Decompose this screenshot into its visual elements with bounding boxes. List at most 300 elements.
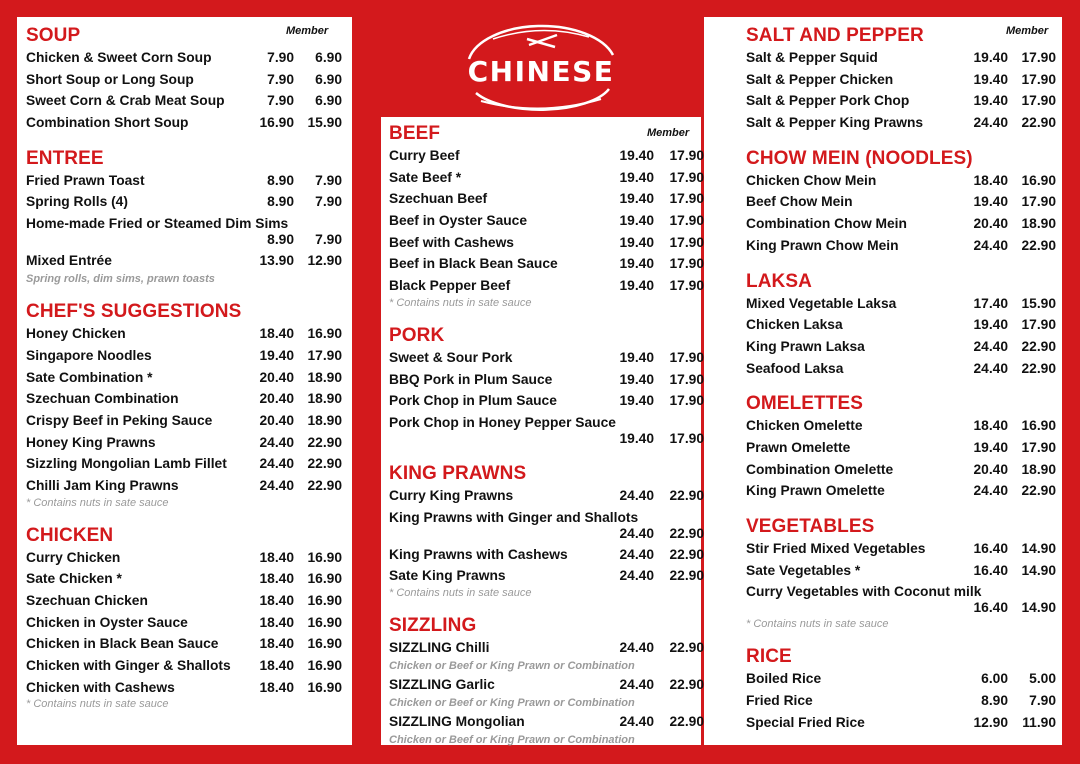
item-price: 24.40 xyxy=(259,434,294,450)
menu-item xyxy=(746,90,1062,112)
item-name: SIZZLING Garlic xyxy=(389,676,495,692)
item-price: 7.90 xyxy=(267,71,294,87)
item-member-price: 16.90 xyxy=(307,636,342,652)
item-price: 24.40 xyxy=(619,487,654,503)
section-header xyxy=(746,516,1062,538)
menu-item xyxy=(746,437,1062,459)
item-name: Salt & Pepper Chicken xyxy=(746,71,894,87)
item-member-price: 17.90 xyxy=(669,393,704,409)
item-price: 19.40 xyxy=(973,50,1008,65)
item-price: 19.40 xyxy=(973,439,1008,455)
section-header xyxy=(26,148,352,170)
section-title: CHOW MEIN (NOODLES) xyxy=(746,147,973,169)
item-price: 20.40 xyxy=(259,412,294,428)
item-member-price: 16.90 xyxy=(1021,418,1056,434)
menu-item xyxy=(26,453,352,475)
menu-item xyxy=(389,275,704,297)
menu-section-laksa xyxy=(746,271,1062,380)
menu-item xyxy=(26,612,352,634)
menu-item xyxy=(389,637,704,674)
section-header xyxy=(26,525,352,547)
item-price: 19.40 xyxy=(619,191,654,207)
menu-section-beef xyxy=(389,123,704,311)
section-header xyxy=(746,148,1062,170)
item-price: 24.40 xyxy=(973,360,1008,376)
item-name: Chilli Jam King Prawns xyxy=(26,477,179,493)
item-name: Honey King Prawns xyxy=(26,434,156,450)
item-member-price: 16.90 xyxy=(307,679,342,695)
item-name: Sate Beef * xyxy=(389,169,462,185)
item-price: 18.40 xyxy=(259,679,294,695)
item-name: Special Fried Rice xyxy=(746,714,865,730)
item-member-price: 11.90 xyxy=(1022,714,1056,730)
item-member-price: 18.90 xyxy=(307,391,342,407)
item-price: 19.40 xyxy=(619,256,654,272)
item-price: 19.40 xyxy=(259,347,294,363)
item-price: 19.40 xyxy=(973,317,1008,333)
item-price: 18.40 xyxy=(259,593,294,608)
item-member-price: 17.90 xyxy=(1021,50,1056,65)
item-name: Beef with Cashews xyxy=(389,234,514,250)
item-name: Sate Vegetables * xyxy=(746,562,861,578)
item-description: Chicken or Beef or King Prawn or Combination xyxy=(389,659,635,672)
menu-item xyxy=(26,170,352,192)
item-price: 20.40 xyxy=(973,216,1008,232)
section-spacer xyxy=(746,379,1062,393)
item-member-price: 7.90 xyxy=(315,172,342,188)
item-price: 19.40 xyxy=(619,430,654,446)
item-price: 8.90 xyxy=(267,232,294,248)
item-name: Chicken & Sweet Corn Soup xyxy=(26,50,212,65)
item-name: Salt & Pepper Pork Chop xyxy=(746,93,910,109)
item-member-price: 16.90 xyxy=(307,571,342,587)
menu-section-soup xyxy=(26,25,352,134)
item-name: Boiled Rice xyxy=(746,671,822,687)
item-member-price: 18.90 xyxy=(1021,461,1056,477)
menu-item xyxy=(389,507,704,544)
item-price: 24.40 xyxy=(973,237,1008,253)
item-name: Salt & Pepper Squid xyxy=(746,50,878,65)
item-member-price: 17.90 xyxy=(307,347,342,363)
menu-item xyxy=(389,485,704,507)
item-name: Black Pepper Beef xyxy=(389,278,511,294)
section-footnote: * Contains nuts in sate sauce xyxy=(389,296,532,309)
section-title: BEEF xyxy=(389,123,441,144)
item-name: Sweet Corn & Crab Meat Soup xyxy=(26,93,225,109)
item-member-price: 15.90 xyxy=(307,115,342,131)
item-name: Combination Omelette xyxy=(746,461,894,477)
item-member-price: 7.90 xyxy=(1029,693,1056,709)
menu-item xyxy=(26,388,352,410)
item-price: 20.40 xyxy=(973,461,1008,477)
item-price: 20.40 xyxy=(259,391,294,407)
item-member-price: 22.90 xyxy=(307,477,342,493)
item-member-price: 22.90 xyxy=(669,568,704,584)
menu-item xyxy=(746,235,1062,257)
menu-item xyxy=(26,345,352,367)
item-member-price: 18.90 xyxy=(307,412,342,428)
menu-section-chicken xyxy=(26,525,352,713)
item-member-price: 22.90 xyxy=(1021,115,1056,131)
menu-item xyxy=(389,232,704,254)
menu-item xyxy=(26,213,352,250)
item-price: 16.90 xyxy=(259,115,294,131)
item-price: 6.00 xyxy=(981,671,1008,687)
menu-item xyxy=(26,112,352,134)
item-name: Curry Vegetables with Coconut milk xyxy=(746,584,982,600)
section-header xyxy=(26,25,352,47)
item-member-price: 16.90 xyxy=(307,593,342,608)
item-member-price: 17.90 xyxy=(1021,317,1056,333)
item-price: 19.40 xyxy=(619,349,654,365)
menu-item xyxy=(26,677,352,699)
section-title: OMELETTES xyxy=(746,393,864,415)
menu-section-rice xyxy=(746,646,1062,733)
item-member-price: 22.90 xyxy=(669,713,704,729)
menu-section-chow-mein-noodles xyxy=(746,148,1062,257)
item-price: 12.90 xyxy=(973,714,1008,730)
item-member-price: 14.90 xyxy=(1021,562,1056,578)
menu-item xyxy=(746,480,1062,502)
item-name: Honey Chicken xyxy=(26,326,126,342)
item-name: King Prawn Laksa xyxy=(746,338,865,354)
menu-section-chef-s-suggestions xyxy=(26,301,352,511)
item-name: Curry Beef xyxy=(389,148,460,163)
item-price: 24.40 xyxy=(259,477,294,493)
item-price: 19.40 xyxy=(619,371,654,387)
item-price: 24.40 xyxy=(619,546,654,562)
section-header xyxy=(746,25,1062,47)
section-title: SALT AND PEPPER xyxy=(746,25,924,46)
menu-item xyxy=(26,590,352,612)
item-price: 19.40 xyxy=(619,393,654,409)
item-name: Seafood Laksa xyxy=(746,360,844,376)
menu-item xyxy=(746,69,1062,91)
section-spacer xyxy=(389,601,701,615)
section-footnote: * Contains nuts in sate sauce xyxy=(26,496,169,509)
item-name: Singapore Noodles xyxy=(26,347,152,363)
item-member-price: 12.90 xyxy=(307,253,342,269)
item-price: 24.40 xyxy=(619,676,654,692)
item-member-price: 17.90 xyxy=(669,169,704,185)
item-member-price: 16.90 xyxy=(307,549,342,565)
section-header xyxy=(389,463,701,485)
item-member-price: 5.00 xyxy=(1029,671,1056,687)
item-member-price: 17.90 xyxy=(669,256,704,272)
menu-item xyxy=(26,90,352,112)
item-name: Prawn Omelette xyxy=(746,439,851,455)
menu-item xyxy=(26,475,352,497)
menu-item xyxy=(389,369,704,391)
section-footnote: * Contains nuts in sate sauce xyxy=(746,618,889,631)
item-name: Beef in Oyster Sauce xyxy=(389,213,528,229)
menu-item xyxy=(746,314,1062,336)
item-description: Chicken or Beef or King Prawn or Combination xyxy=(389,733,635,746)
section-header xyxy=(746,393,1062,415)
menu-section-king-prawns xyxy=(389,462,704,601)
menu-item xyxy=(746,668,1062,690)
item-name: Chicken with Ginger & Shallots xyxy=(26,658,231,674)
menu-item xyxy=(389,565,704,587)
menu-section-entree xyxy=(26,148,352,287)
item-price: 16.40 xyxy=(973,600,1008,616)
item-price: 16.40 xyxy=(973,562,1008,578)
item-name: Szechuan Beef xyxy=(389,191,488,207)
item-member-price: 6.90 xyxy=(315,71,342,87)
item-price: 19.40 xyxy=(619,213,654,229)
section-spacer xyxy=(746,502,1062,516)
item-member-price: 17.90 xyxy=(1021,71,1056,87)
item-name: Sizzling Mongolian Lamb Fillet xyxy=(26,456,227,472)
member-price-label: Member xyxy=(1006,25,1049,37)
item-price: 18.40 xyxy=(259,571,294,587)
menu-item xyxy=(746,112,1062,134)
menu-item xyxy=(746,336,1062,358)
item-member-price: 22.90 xyxy=(1021,483,1056,499)
section-spacer xyxy=(746,134,1062,148)
item-description: Chicken or Beef or King Prawn or Combination xyxy=(389,696,635,709)
menu-item xyxy=(389,674,704,711)
menu-item xyxy=(26,633,352,655)
menu-item xyxy=(746,712,1062,734)
menu-column-middle xyxy=(381,117,704,746)
menu-item xyxy=(26,568,352,590)
item-member-price: 17.90 xyxy=(669,191,704,207)
item-name: BBQ Pork in Plum Sauce xyxy=(389,371,553,387)
menu-item xyxy=(746,170,1062,192)
item-name: Fried Rice xyxy=(746,693,813,709)
section-title: LAKSA xyxy=(746,270,812,292)
item-member-price: 22.90 xyxy=(1021,237,1056,253)
item-name: Home-made Fried or Steamed Dim Sims xyxy=(26,216,289,232)
section-header xyxy=(389,325,701,347)
menu-item xyxy=(746,415,1062,437)
item-price: 24.40 xyxy=(619,639,654,655)
section-spacer xyxy=(389,449,701,463)
item-name: Chicken in Black Bean Sauce xyxy=(26,636,219,652)
item-price: 24.40 xyxy=(619,525,654,541)
section-title: SOUP xyxy=(26,25,81,46)
member-price-label: Member xyxy=(286,25,329,37)
item-price: 8.90 xyxy=(267,172,294,188)
section-spacer xyxy=(389,311,701,325)
menu-item xyxy=(389,188,704,210)
menu-item xyxy=(746,213,1062,235)
menu-item xyxy=(389,347,704,369)
item-name: Chicken in Oyster Sauce xyxy=(26,614,188,630)
item-member-price: 17.90 xyxy=(1021,194,1056,210)
item-price: 19.40 xyxy=(973,194,1008,210)
item-price: 18.40 xyxy=(259,326,294,342)
item-member-price: 15.90 xyxy=(1021,295,1056,311)
item-name: Szechuan Combination xyxy=(26,391,179,407)
item-price: 24.40 xyxy=(973,483,1008,499)
item-member-price: 16.90 xyxy=(307,614,342,630)
menu-item xyxy=(26,432,352,454)
item-name: Chicken Omelette xyxy=(746,418,863,434)
item-name: Chicken Laksa xyxy=(746,317,843,333)
menu-item xyxy=(389,167,704,189)
item-name: Fried Prawn Toast xyxy=(26,172,145,188)
item-name: Pork Chop in Honey Pepper Sauce xyxy=(389,414,616,430)
menu-item xyxy=(389,253,704,275)
section-title: VEGETABLES xyxy=(746,516,875,537)
item-name: Pork Chop in Plum Sauce xyxy=(389,393,557,409)
item-member-price: 17.90 xyxy=(1021,439,1056,455)
item-member-price: 22.90 xyxy=(669,639,704,655)
item-member-price: 17.90 xyxy=(669,213,704,229)
item-member-price: 17.90 xyxy=(669,430,704,446)
section-header xyxy=(746,271,1062,293)
item-name: Stir Fried Mixed Vegetables xyxy=(746,541,926,556)
item-member-price: 14.90 xyxy=(1021,541,1056,556)
menu-item xyxy=(26,323,352,345)
item-price: 13.90 xyxy=(259,253,294,269)
item-name: Crispy Beef in Peking Sauce xyxy=(26,412,213,428)
item-member-price: 17.90 xyxy=(669,371,704,387)
menu-item xyxy=(389,390,704,412)
menu-item xyxy=(389,412,704,449)
item-price: 17.40 xyxy=(973,295,1008,311)
menu-item xyxy=(746,538,1062,560)
menu-item xyxy=(26,250,352,287)
item-name: Mixed Entrée xyxy=(26,253,112,269)
item-member-price: 17.90 xyxy=(669,278,704,294)
item-member-price: 16.90 xyxy=(307,658,342,674)
section-title: KING PRAWNS xyxy=(389,462,527,484)
item-member-price: 18.90 xyxy=(1021,216,1056,232)
item-name: Curry Chicken xyxy=(26,549,121,565)
item-name: Chicken with Cashews xyxy=(26,679,175,695)
item-member-price: 17.90 xyxy=(1021,93,1056,109)
item-price: 18.40 xyxy=(973,418,1008,434)
item-price: 19.40 xyxy=(619,169,654,185)
item-member-price: 6.90 xyxy=(315,50,342,65)
item-description: Spring rolls, dim sims, prawn toasts xyxy=(26,273,215,286)
item-member-price: 17.90 xyxy=(669,234,704,250)
section-header xyxy=(389,123,701,145)
item-member-price: 16.90 xyxy=(307,326,342,342)
item-price: 24.40 xyxy=(973,338,1008,354)
item-price: 24.40 xyxy=(973,115,1008,131)
section-spacer xyxy=(26,511,352,525)
menu-item xyxy=(389,544,704,566)
section-header xyxy=(389,615,701,637)
menu-section-omelettes xyxy=(746,393,1062,502)
item-member-price: 6.90 xyxy=(315,93,342,109)
menu-item xyxy=(389,711,704,748)
menu-item xyxy=(746,191,1062,213)
item-member-price: 22.90 xyxy=(669,487,704,503)
item-name: Spring Rolls (4) xyxy=(26,194,128,210)
item-price: 19.40 xyxy=(619,234,654,250)
item-price: 7.90 xyxy=(267,50,294,65)
item-name: King Prawns with Cashews xyxy=(389,546,568,562)
section-title: SIZZLING xyxy=(389,614,477,636)
menu-item xyxy=(746,581,1062,618)
menu-item xyxy=(26,47,352,69)
section-header xyxy=(746,646,1062,668)
item-price: 19.40 xyxy=(619,278,654,294)
item-name: Sweet & Sour Pork xyxy=(389,349,513,365)
item-member-price: 16.90 xyxy=(1021,172,1056,188)
menu-item xyxy=(746,293,1062,315)
member-price-label: Member xyxy=(647,127,690,139)
item-name: Beef in Black Bean Sauce xyxy=(389,256,558,272)
item-price: 18.40 xyxy=(259,636,294,652)
item-name: Combination Short Soup xyxy=(26,115,189,131)
item-price: 18.40 xyxy=(259,658,294,674)
item-member-price: 17.90 xyxy=(669,148,704,163)
item-member-price: 22.90 xyxy=(307,434,342,450)
item-price: 24.40 xyxy=(259,456,294,472)
menu-section-vegetables xyxy=(746,516,1062,632)
menu-item xyxy=(389,210,704,232)
section-footnote: * Contains nuts in sate sauce xyxy=(389,586,532,599)
item-name: Beef Chow Mein xyxy=(746,194,853,210)
item-name: Salt & Pepper King Prawns xyxy=(746,115,924,131)
item-price: 18.40 xyxy=(259,614,294,630)
menu-item xyxy=(26,191,352,213)
item-member-price: 17.90 xyxy=(669,349,704,365)
menu-item xyxy=(26,367,352,389)
menu-item xyxy=(26,410,352,432)
item-price: 16.40 xyxy=(973,541,1008,556)
item-member-price: 14.90 xyxy=(1021,600,1056,616)
section-spacer xyxy=(26,134,352,148)
item-price: 19.40 xyxy=(619,148,654,163)
menu-item xyxy=(746,560,1062,582)
item-member-price: 7.90 xyxy=(315,232,342,248)
item-name: Sate Chicken * xyxy=(26,571,122,587)
item-name: Short Soup or Long Soup xyxy=(26,71,194,87)
item-name: Combination Chow Mein xyxy=(746,216,907,232)
section-title: CHEF'S SUGGESTIONS xyxy=(26,301,242,323)
item-name: King Prawn Omelette xyxy=(746,483,885,499)
menu-item xyxy=(26,69,352,91)
menu-item xyxy=(746,459,1062,481)
item-name: King Prawn Chow Mein xyxy=(746,237,899,253)
item-price: 19.40 xyxy=(973,71,1008,87)
menu-column-right xyxy=(704,17,1062,745)
menu-section-sizzling xyxy=(389,614,704,748)
item-member-price: 22.90 xyxy=(1021,360,1056,376)
menu-item xyxy=(746,358,1062,380)
item-name: Sate Combination * xyxy=(26,369,153,385)
item-member-price: 22.90 xyxy=(669,676,704,692)
item-price: 7.90 xyxy=(267,93,294,109)
item-member-price: 22.90 xyxy=(307,456,342,472)
menu-item xyxy=(26,655,352,677)
item-name: SIZZLING Chilli xyxy=(389,639,490,655)
item-name: Mixed Vegetable Laksa xyxy=(746,295,897,311)
item-name: Sate King Prawns xyxy=(389,568,506,584)
item-name: SIZZLING Mongolian xyxy=(389,713,525,729)
menu-section-salt-and-pepper xyxy=(746,25,1062,134)
item-member-price: 22.90 xyxy=(1021,338,1056,354)
logo-banner xyxy=(381,17,701,117)
item-name: Curry King Prawns xyxy=(389,487,514,503)
section-title: PORK xyxy=(389,324,445,346)
item-price: 19.40 xyxy=(973,93,1008,109)
item-name: King Prawns with Ginger and Shallots xyxy=(389,509,639,525)
section-title: CHICKEN xyxy=(26,524,114,546)
menu-item xyxy=(26,547,352,569)
section-spacer xyxy=(746,257,1062,271)
menu-item xyxy=(389,145,704,167)
item-price: 24.40 xyxy=(619,713,654,729)
item-name: Szechuan Chicken xyxy=(26,593,148,608)
